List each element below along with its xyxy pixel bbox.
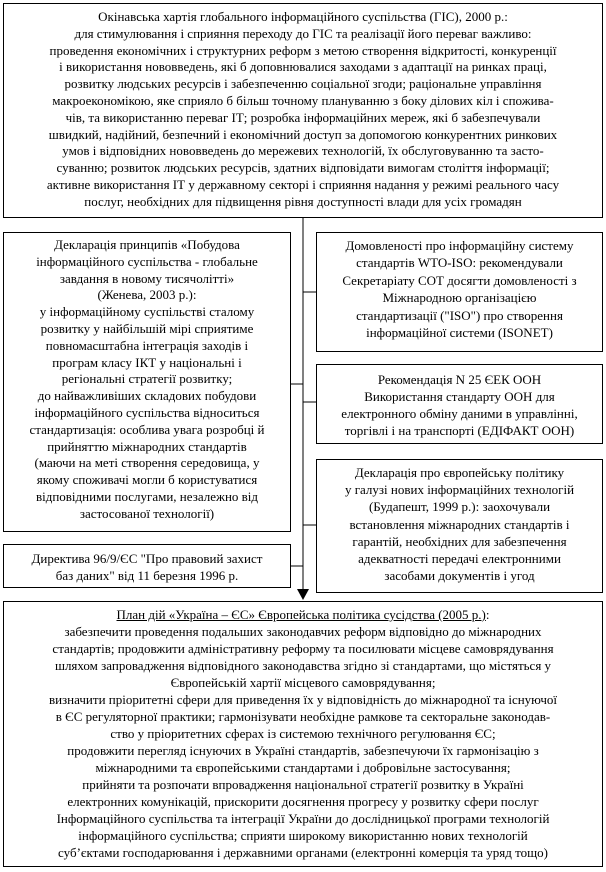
box-line: активне використання ІТ у державному секторі і сприяння надання у режимі реального часу <box>46 176 560 192</box>
box-line: прийняттю міжнародних стандартів <box>47 438 247 454</box>
box-line: в ЄС регуляторної практики; гармонізувати необхідне рамкове та секторальне законодав- <box>55 709 551 724</box>
box-line: міжнародними та європейськими стандартами і добровільне застосування; <box>95 760 511 775</box>
box-line: визначити пріоритетні сфери для приведення їх у відповідність до міжнародної та існуючої <box>48 692 558 707</box>
box-line: Рекомендація N 25 ЄЕК ООН <box>377 372 542 387</box>
box-line: послуг, необхідних для підвищення рівня доступності влади для усіх громадян <box>84 193 522 209</box>
box-line: для стимулювання і сприяння переходу до ГІС та реалізації його переваг важливо: <box>74 25 532 41</box>
box-line: у галузі нових інформаційних технологій <box>344 482 575 498</box>
box-line: умов і відповідних нововведень до мережевих технологій, їх обслуговуванню та засто- <box>62 143 544 159</box>
box-line: якому споживачі могли б користуватися <box>36 472 258 488</box>
box-line: електронних комунікацій, прискорити досягнення прогресу у розвитку сфери послуг <box>67 794 539 809</box>
box-line: Домовленості про інформаційну систему <box>345 238 574 253</box>
box-line: і використання нововведень, які б доповнювалися заходами з адаптації на ринках праці, <box>59 59 547 75</box>
budapest-declaration-box <box>316 459 603 593</box>
box-line: програм класу ІКТ у національні і <box>52 354 242 370</box>
box-line: Декларація принципів «Побудова <box>54 237 240 252</box>
box-line: стандартизація: особлива увага розробці й <box>29 421 265 437</box>
box-line: Інформаційного суспільства та інтеграції України до дослідницької програми технологій <box>56 811 550 826</box>
box-line: шляхом запровадження відповідного законодавства згідно зі стандартами, що містяться у <box>54 658 552 673</box>
box-line: Міжнародною організацією <box>382 290 537 306</box>
ukraine-eu-action-plan-box <box>3 601 603 867</box>
arrow-head-icon <box>297 589 309 600</box>
box-line: Директива 96/9/ЄС "Про правовий захист <box>31 551 263 566</box>
okinawa-charter-box <box>3 3 603 218</box>
box-line: забезпечити проведення подальших законодавчих реформ відповідно до міжнародних <box>64 624 542 639</box>
box-line: розвитку людських ресурсів і забезпеченню соціальної згоди; раціональне управління <box>64 76 542 92</box>
box-line: чів, та використанню переваг ІТ; розробка інформаційних мереж, які б забезпечували <box>65 109 541 125</box>
box-line: інформаційного суспільства - глобальне <box>36 253 258 269</box>
box-line: (Женева, 2003 р.): <box>97 287 197 303</box>
box-line: застосованої технології) <box>79 505 215 521</box>
box-line: торгівлі і на транспорті (ЕДІФАКТ ООН) <box>344 423 575 438</box>
box-line: ство у пріоритетних сферах із системою технічного регулювання ЄС; <box>110 726 496 741</box>
geneva-declaration-box <box>3 232 291 532</box>
box-line: у інформаційному суспільстві сталому <box>39 304 255 320</box>
box-line: продовжити перегляд існуючих в Україні стандартів, забезпечуючи їх гармонізацію з <box>67 743 539 758</box>
box-line: прийняти та розпочати впровадження національної стратегії розвитку в Україні <box>82 777 524 792</box>
box-line: до найважливіших складових побудови <box>37 388 257 404</box>
box-title-text: План дій «Україна – ЄС» Європейська політика сусідства (2005 р.) <box>116 607 486 622</box>
wto-iso-box <box>316 232 603 352</box>
box-line: повномасштабна інтеграція заходів і <box>45 337 249 353</box>
box-line: завдання в новому тисячолітті» <box>59 270 235 286</box>
box-line: стандартизації ("ISO") про створення <box>356 307 563 323</box>
box-line: проведення економічних і структурних реформ з метою створення відкритості, конкуренції <box>49 42 557 58</box>
box-line: швидкий, надійний, безпечний і економічний доступ за допомогою конкурентних ринкових <box>48 126 558 142</box>
box-line: засобами документів і угод <box>384 568 535 584</box>
box-line: Декларація про європейську політику <box>354 465 565 480</box>
box-line: регіональні стратегії розвитку; <box>61 371 233 387</box>
box-line: баз даних" від 11 березня 1996 р. <box>55 568 239 583</box>
box-line: розвитку у найбільшій мірі сприятиме <box>40 320 254 336</box>
box-line: гарантій, необхідних для забезпечення <box>352 533 567 549</box>
box-line: Окінавська хартія глобального інформаційного суспільства (ГІС), 2000 р.: <box>98 9 508 24</box>
box-line: стандартів; продовжити адміністративну реформу та посилювати місцеве самоврядування <box>52 641 554 656</box>
box-line: інформаційної системи (ISONET) <box>366 325 553 341</box>
unece-recommendation-box <box>316 364 603 444</box>
box-line: інформаційного суспільства; сприяти широкому використанню нових технологій <box>78 828 528 843</box>
box-line: суванню; розвиток людських ресурсів, здатних відповідати вимогам століття інформації; <box>56 160 550 176</box>
box-line: стандартів WTO-ISO: рекомендували <box>356 255 563 271</box>
box-title <box>8 606 598 623</box>
box-line: Секретаріату СОТ досягти домовленості з <box>342 272 577 288</box>
box-line: інформаційного суспільства відноситься <box>34 404 260 420</box>
box-line: макроекономікою, яке сприяло б більш точному плануванню з боку ділових кіл і спожива- <box>52 92 554 108</box>
box-line: Використання стандарту ООН для <box>364 389 555 404</box>
box-line: електронного обміну даними в управлінні, <box>341 406 578 421</box>
box-line: відповідними послугами, незалежно від <box>35 488 259 504</box>
box-line: (Будапешт, 1999 р.): заохочували <box>368 499 551 515</box>
database-directive-box <box>3 544 291 588</box>
box-title-suffix: : <box>485 607 490 622</box>
box-line: суб’єктами господарювання і державними органами (електронні комерція та уряд тощо) <box>58 845 548 860</box>
box-line: Європейській хартії місцевого самоврядування; <box>170 675 436 690</box>
box-line: (маючи на меті створення середовища, у <box>34 455 260 471</box>
box-line: встановлення міжнародних стандартів і <box>349 516 570 532</box>
box-line: адекватності передачі електронними <box>358 551 561 567</box>
